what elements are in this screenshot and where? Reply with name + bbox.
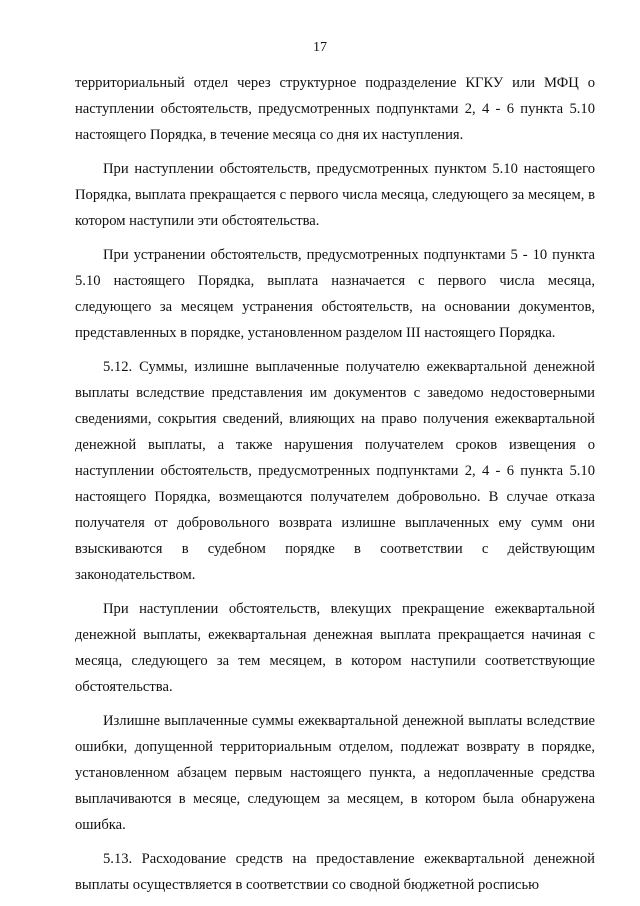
paragraph-termination-circumstances: При наступлении обстоятельств, влекущих прекращение ежеквартальной денежной выплаты, ежеквартальная денежная выплата прекращается начиная с месяца, следующего за тем месяцем, в котором наступили соответствующие обстоятельства. — [75, 601, 595, 695]
document-body — [75, 70, 595, 906]
paragraph-resumption-rule: При устранении обстоятельств, предусмотренных подпунктами 5 - 10 пункта 5.10 настоящего Порядка, выплата назначается с первого числа месяца, следующего за месяцем устранения обстоятельств, на основании документов, представленных в порядке, установленном разделом III настоящего Порядка. — [75, 247, 595, 341]
paragraph-5-12: 5.12. Суммы, излишне выплаченные получателю ежеквартальной денежной выплаты вследствие представления им документов с заведомо недостоверными сведениями, сокрытия сведений, влияющих на право получения ежеквартальной денежной выплаты, а также нарушения получателем сроков извещения о наступлении обстоятельств, предусмотренных подпунктами 2, 4 - 6 пункта 5.10 настоящего Порядка, возмещаются получателем добровольно. В случае отказа получателя от добровольного возврата излишне выплаченных ему сумм они взыскиваются в судебном порядке в соответствии с действующим законодательством. — [75, 359, 595, 583]
page-number: 17 — [313, 40, 327, 55]
paragraph-overpayment-error: Излишне выплаченные суммы ежеквартальной денежной выплаты вследствие ошибки, допущенной территориальным отделом, подлежат возврату в порядке, установленном абзацем первым настоящего пункта, а недоплаченные средства выплачиваются в месяце, следующем за месяцем, в котором была обнаружена ошибка. — [75, 713, 595, 833]
paragraph-continuation: территориальный отдел через структурное подразделение КГКУ или МФЦ о наступлении обстоятельств, предусмотренных подпунктами 2, 4 - 6 пункта 5.10 настоящего Порядка, в течение месяца со дня их наступления. — [75, 75, 595, 143]
paragraph-termination-rule: При наступлении обстоятельств, предусмотренных пунктом 5.10 настоящего Порядка, выплата прекращается с первого числа месяца, следующего за месяцем, в котором наступили эти обстоятельства. — [75, 161, 595, 229]
paragraph-5-13: 5.13. Расходование средств на предоставление ежеквартальной денежной выплаты осуществляется в соответствии со сводной бюджетной росписью — [75, 851, 595, 893]
